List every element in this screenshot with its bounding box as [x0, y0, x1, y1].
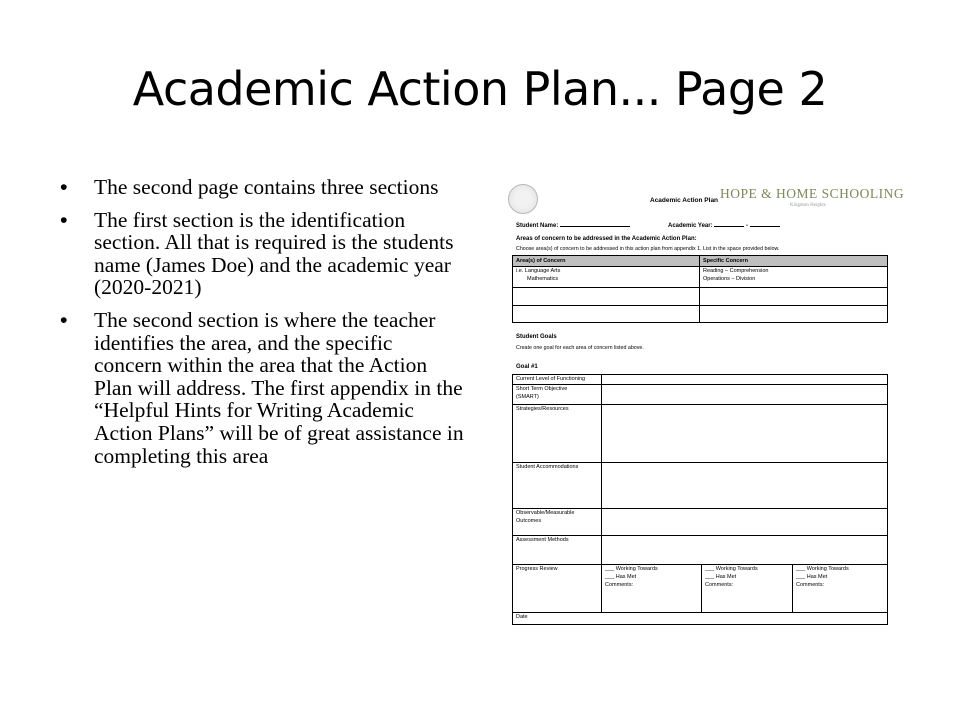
goal-row-label: Assessment Methods — [516, 537, 569, 543]
areas-example-concern: Operations – Division — [703, 276, 756, 282]
school-logo — [720, 186, 905, 208]
student-name-line — [560, 221, 630, 227]
goal-row-label: Progress Review — [516, 566, 558, 572]
form-title: Academic Action Plan — [650, 197, 719, 204]
goals-instruction: Create one goal for each area of concern listed above. — [516, 345, 644, 351]
goal-row-label: Current Level of Functioning — [516, 376, 586, 382]
progress-option: Has Met — [715, 574, 737, 580]
academic-year-label: Academic Year: — [668, 223, 713, 229]
goal-row-label: Short Term Objective — [516, 386, 568, 392]
goal-row-label: Date — [516, 614, 528, 620]
goal-row-label: Outcomes — [516, 518, 542, 524]
areas-header-concern: Specific Concern — [703, 258, 748, 264]
progress-option: Comments: — [605, 582, 634, 588]
progress-option: Has Met — [806, 574, 828, 580]
areas-example-concern: Reading – Comprehension — [703, 268, 769, 274]
goal-label: Goal #1 — [516, 364, 538, 370]
areas-example-area: i.e. Language Arts — [516, 268, 561, 274]
goal-row-label: (SMART) — [516, 394, 539, 400]
areas-header-area: Area(s) of Concern — [516, 258, 566, 264]
areas-table — [512, 255, 888, 323]
goal-row-label: Observable/Measurable — [516, 510, 575, 516]
progress-option: Working Towards — [715, 566, 758, 572]
progress-option: Working Towards — [615, 566, 658, 572]
school-seal-icon — [508, 184, 538, 214]
areas-instruction: Choose area(s) of concern to be addressed in this action plan from appendix 1. List in the space provided below. — [516, 246, 780, 252]
bullet-item: • The first section is the identification section. All that is required is the students name (James Doe) and the academic year (2020-2021) — [60, 209, 465, 299]
year-end-line — [750, 221, 780, 227]
areas-heading: Areas of concern to be addressed in the Academic Action Plan: — [516, 236, 697, 242]
action-plan-form-image — [498, 174, 905, 630]
bullet-item: • The second page contains three sections — [60, 176, 465, 199]
progress-option: Working Towards — [806, 566, 849, 572]
goal-row-label: Student Accommodations — [516, 464, 579, 470]
school-logo-text: HOPE & HOME SCHOOLING — [720, 186, 905, 201]
bullet-list — [60, 176, 465, 477]
school-logo-tagline: Kingdom Heights — [790, 203, 826, 208]
year-separator: - — [745, 223, 748, 229]
progress-option: Has Met — [615, 574, 637, 580]
goal-table: Current Level of Functioning Short Term Objective (SMART) Strategies/Resources Student Accommodations Observable/Measurable Outcomes Assessment Methods Progress Review Date ___ Working Towards ___ Has Met Comments: ___ Working Towards ___ Has Met Comments: ___ Working Towards ___ Has Met Comments: — [512, 374, 888, 625]
slide-title: Academic Action Plan... Page 2 — [132, 62, 828, 116]
areas-example-area: Mathematics — [527, 276, 559, 282]
student-name-label: Student Name: — [516, 223, 559, 229]
goal-row-label: Strategies/Resources — [516, 406, 569, 412]
goals-heading: Student Goals — [516, 334, 557, 340]
bullet-item: • The second section is where the teacher identifies the area, and the specific concern within the area that the Action Plan will address. The first appendix in the “Helpful Hints for Writing Academic Action Plans” will be of great assistance in completing this area — [60, 309, 465, 467]
progress-option: Comments: — [796, 582, 825, 588]
year-start-line — [714, 221, 744, 227]
progress-option: Comments: — [705, 582, 734, 588]
